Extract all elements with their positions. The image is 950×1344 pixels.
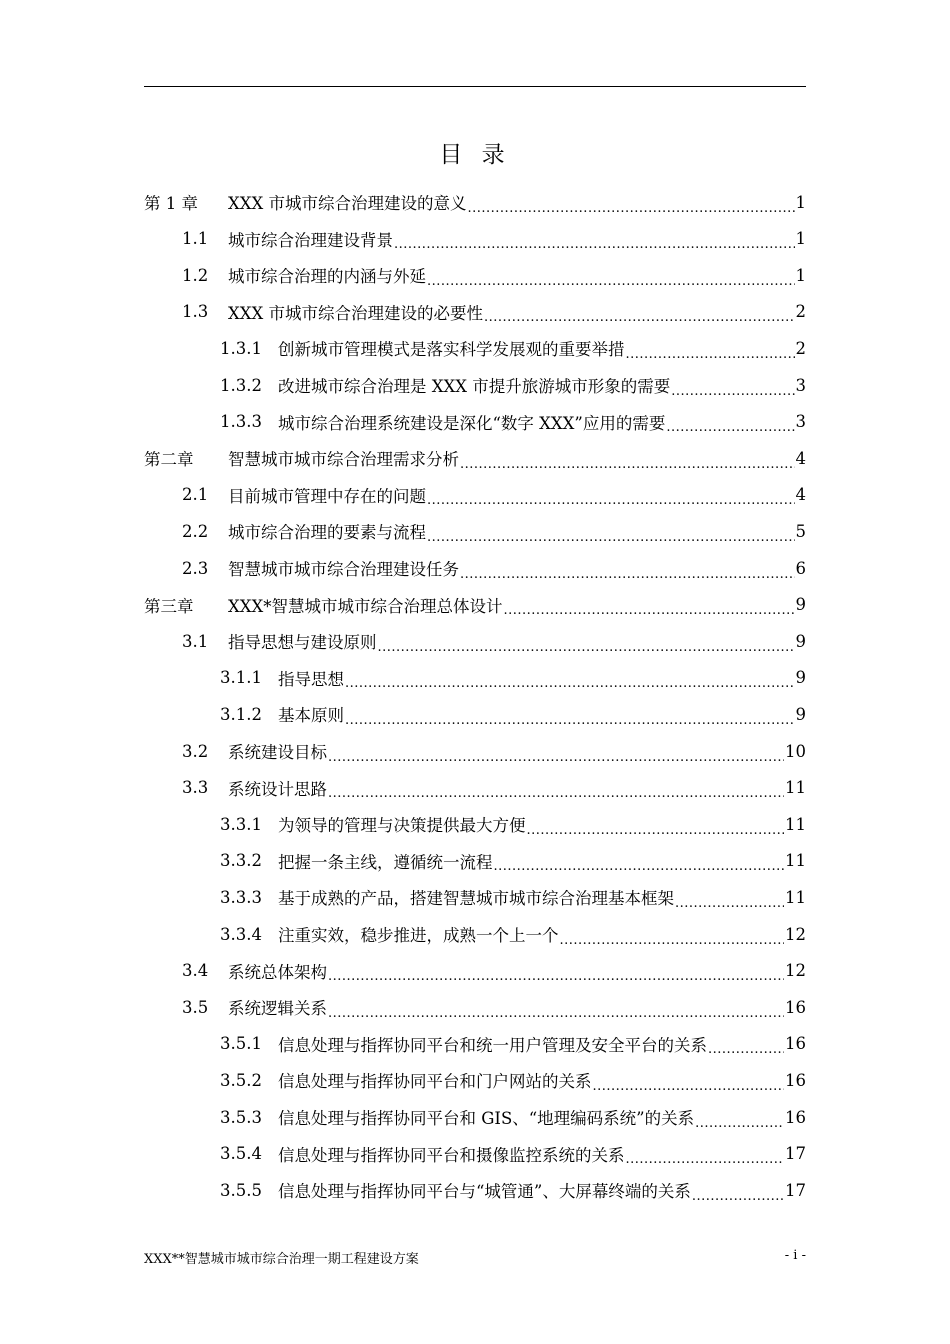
- toc-entry[interactable]: [182, 294, 806, 330]
- toc-entry[interactable]: [220, 404, 806, 440]
- toc-entry-title: XXX 市城市综合治理建设的必要性: [228, 303, 483, 323]
- toc-entry-page: 16: [785, 1070, 806, 1090]
- toc-entry-page: 16: [785, 1107, 806, 1127]
- toc-entry-number: 3.3.4: [220, 924, 262, 944]
- toc-entry-page: 4: [795, 485, 806, 505]
- toc-entry[interactable]: [220, 1026, 806, 1062]
- toc-entry[interactable]: [220, 367, 806, 403]
- toc-entry[interactable]: [144, 184, 806, 220]
- toc-entry-title: 指导思想: [278, 669, 344, 689]
- toc-entry-page: 2: [795, 338, 806, 358]
- toc-dot-leader: [460, 563, 795, 582]
- toc-entry-page: 16: [785, 997, 806, 1017]
- toc-entry[interactable]: [182, 221, 806, 257]
- toc-entry-title: 智慧城市城市综合治理需求分析: [228, 450, 459, 470]
- toc-entry[interactable]: [220, 1172, 806, 1208]
- toc-entry-title: 目前城市管理中存在的问题: [228, 486, 426, 506]
- toc-entry-title: 城市综合治理的要素与流程: [228, 523, 426, 543]
- toc-entry-number: 1.3.3: [220, 412, 262, 432]
- toc-entry[interactable]: [182, 953, 806, 989]
- toc-entry[interactable]: [182, 623, 806, 659]
- toc-entry[interactable]: [144, 440, 806, 476]
- toc-entry-number: 3.5.4: [220, 1144, 262, 1164]
- toc-entry[interactable]: [220, 843, 806, 879]
- toc-entry-title: 信息处理与指挥协同平台与“城管通”、大屏幕终端的关系: [278, 1182, 691, 1202]
- toc-entry-title: 改进城市综合治理是 XXX 市提升旅游城市形象的需要: [278, 377, 671, 396]
- toc-dot-leader: [427, 526, 795, 545]
- toc-entry-title: 信息处理与指挥协同平台和统一用户管理及安全平台的关系: [278, 1035, 707, 1055]
- toc-entry[interactable]: [182, 989, 806, 1025]
- toc-entry-title: 创新城市管理模式是落实科学发展观的重要举措: [278, 340, 625, 360]
- toc-entry-title: 智慧城市城市综合治理建设任务: [228, 560, 459, 579]
- toc-entry[interactable]: [144, 587, 806, 623]
- toc-dot-leader: [328, 782, 784, 801]
- toc-entry-page: 1: [795, 229, 806, 249]
- toc-entry-number: 2.3: [182, 558, 209, 578]
- toc-entry-number: 第二章: [144, 450, 194, 470]
- toc-entry[interactable]: [220, 1099, 806, 1135]
- toc-entry-page: 1: [795, 192, 806, 212]
- toc-entry-number: 3.5.2: [220, 1070, 262, 1090]
- toc-entry[interactable]: [182, 257, 806, 293]
- toc-entry-title: 指导思想与建设原则: [228, 633, 377, 653]
- toc-entry[interactable]: [182, 477, 806, 513]
- toc-entry-number: 3.3.3: [220, 887, 262, 907]
- toc-entry-page: 17: [785, 1144, 806, 1164]
- toc-dot-leader: [468, 197, 795, 216]
- toc-entry-page: 6: [795, 558, 806, 578]
- toc-entry[interactable]: [182, 733, 806, 769]
- toc-entry-title: 城市综合治理系统建设是深化“数字 XXX”应用的需要: [278, 413, 666, 433]
- toc-entry[interactable]: [220, 916, 806, 952]
- toc-entry-page: 16: [785, 1034, 806, 1054]
- toc-entry-title: 城市综合治理的内涵与外延: [228, 267, 426, 287]
- toc-dot-leader: [328, 965, 784, 984]
- toc-entry[interactable]: [220, 806, 806, 842]
- toc-dot-leader: [527, 819, 785, 838]
- toc-entry-title: 把握一条主线，遵循统一流程: [278, 852, 493, 872]
- toc-entry-number: 3.1: [182, 631, 209, 651]
- toc-entry-number: 1.3.1: [220, 338, 262, 358]
- toc-entry-title: 基本原则: [278, 706, 344, 726]
- toc-dot-leader: [328, 1002, 784, 1021]
- toc-dot-leader: [666, 416, 794, 435]
- toc-entry-page: 11: [785, 887, 806, 907]
- toc-entry-page: 9: [795, 595, 806, 615]
- toc-entry-page: 3: [795, 375, 806, 395]
- toc-entry[interactable]: [182, 770, 806, 806]
- toc-entry-title: 注重实效，稳步推进，成熟一个上一个: [278, 926, 559, 945]
- toc-dot-leader: [494, 855, 785, 874]
- toc-entry-number: 3.3.2: [220, 851, 262, 871]
- toc-dot-leader: [671, 380, 794, 399]
- toc-entry-title: 系统设计思路: [228, 779, 327, 799]
- toc-entry-page: 9: [795, 631, 806, 651]
- toc-entry-page: 17: [785, 1180, 806, 1200]
- toc-entry-number: 3.3.1: [220, 814, 262, 834]
- toc-entry-number: 3.4: [182, 961, 209, 981]
- toc-entry-page: 10: [785, 741, 806, 761]
- toc-entry-title: XXX 市城市综合治理建设的意义: [228, 194, 467, 213]
- toc-entry-title: XXX*智慧城市城市综合治理总体设计: [228, 596, 503, 616]
- toc-entry[interactable]: [220, 1062, 806, 1098]
- toc-entry-number: 3.5: [182, 997, 209, 1017]
- toc-entry-number: 1.1: [182, 229, 209, 249]
- toc-entry-page: 9: [795, 704, 806, 724]
- toc-dot-leader: [708, 1038, 784, 1057]
- toc-entry-page: 2: [795, 302, 806, 322]
- toc-entry-page: 11: [785, 778, 806, 798]
- toc-entry-number: 3.5.1: [220, 1034, 262, 1054]
- toc-dot-leader: [626, 1148, 785, 1167]
- toc-entry[interactable]: [220, 660, 806, 696]
- toc-entry-number: 第 1 章: [144, 194, 198, 213]
- toc-dot-leader: [328, 746, 784, 765]
- toc-entry-number: 3.1.1: [220, 668, 262, 688]
- toc-entry-title: 系统建设目标: [228, 743, 327, 762]
- toc-dot-leader: [345, 672, 795, 691]
- toc-entry-page: 12: [785, 924, 806, 944]
- toc-entry[interactable]: [220, 1136, 806, 1172]
- header-rule: [144, 86, 806, 87]
- toc-entry-number: 1.2: [182, 265, 209, 285]
- toc-dot-leader: [560, 929, 785, 948]
- toc-entry[interactable]: [220, 330, 806, 366]
- toc-entry-number: 3.5.3: [220, 1107, 262, 1127]
- toc-title: 目 录: [439, 142, 511, 168]
- toc-dot-leader: [460, 453, 795, 472]
- toc-entry-number: 2.1: [182, 485, 209, 505]
- toc-dot-leader: [626, 343, 795, 362]
- toc-entry-page: 3: [795, 412, 806, 432]
- toc-entry-page: 9: [795, 668, 806, 688]
- toc-dot-leader: [345, 709, 795, 728]
- toc-entry-number: 1.3: [182, 302, 209, 322]
- toc-entry-number: 2.2: [182, 521, 209, 541]
- toc-entry-number: 3.5.5: [220, 1180, 262, 1200]
- toc-dot-leader: [593, 1075, 785, 1094]
- toc-dot-leader: [484, 306, 795, 325]
- toc-dot-leader: [427, 270, 795, 289]
- toc-entry-number: 第三章: [144, 596, 194, 616]
- toc-dot-leader: [378, 636, 795, 655]
- toc-entry-title: 为领导的管理与决策提供最大方便: [278, 816, 526, 836]
- toc-entry-title: 信息处理与指挥协同平台和门户网站的关系: [278, 1072, 592, 1092]
- toc-entry[interactable]: [220, 696, 806, 732]
- footer-page-number: - i -: [784, 1248, 806, 1263]
- toc-dot-leader: [692, 1185, 784, 1204]
- toc-entry-number: 1.3.2: [220, 375, 262, 395]
- toc-dot-leader: [695, 1112, 784, 1131]
- toc-entry-number: 3.1.2: [220, 704, 262, 724]
- toc-entry-number: 3.3: [182, 778, 209, 798]
- toc-dot-leader: [504, 599, 795, 618]
- toc-dot-leader: [394, 233, 795, 252]
- toc-entry[interactable]: [220, 879, 806, 915]
- toc-entry-title: 系统总体架构: [228, 962, 327, 982]
- toc-entry-title: 信息处理与指挥协同平台和摄像监控系统的关系: [278, 1145, 625, 1165]
- toc-entry-title: 基于成熟的产品，搭建智慧城市城市综合治理基本框架: [278, 889, 674, 909]
- toc-dot-leader: [675, 892, 784, 911]
- toc-dot-leader: [427, 489, 795, 508]
- toc-entry-page: 1: [795, 265, 806, 285]
- toc-entry[interactable]: [182, 550, 806, 586]
- toc-entry-title: 城市综合治理建设背景: [228, 230, 393, 250]
- footer-document-title: XXX**智慧城市城市综合治理一期工程建设方案: [144, 1252, 419, 1267]
- toc-entry-page: 5: [795, 521, 806, 541]
- toc-entry-title: 信息处理与指挥协同平台和 GIS、“地理编码系统”的关系: [278, 1109, 695, 1128]
- toc-entry-number: 3.2: [182, 741, 209, 761]
- toc-entry[interactable]: [182, 513, 806, 549]
- toc-entry-page: 11: [785, 814, 806, 834]
- toc-entry-page: 4: [795, 448, 806, 468]
- toc-entry-page: 11: [785, 851, 806, 871]
- toc-entry-page: 12: [785, 961, 806, 981]
- toc-entry-title: 系统逻辑关系: [228, 999, 327, 1019]
